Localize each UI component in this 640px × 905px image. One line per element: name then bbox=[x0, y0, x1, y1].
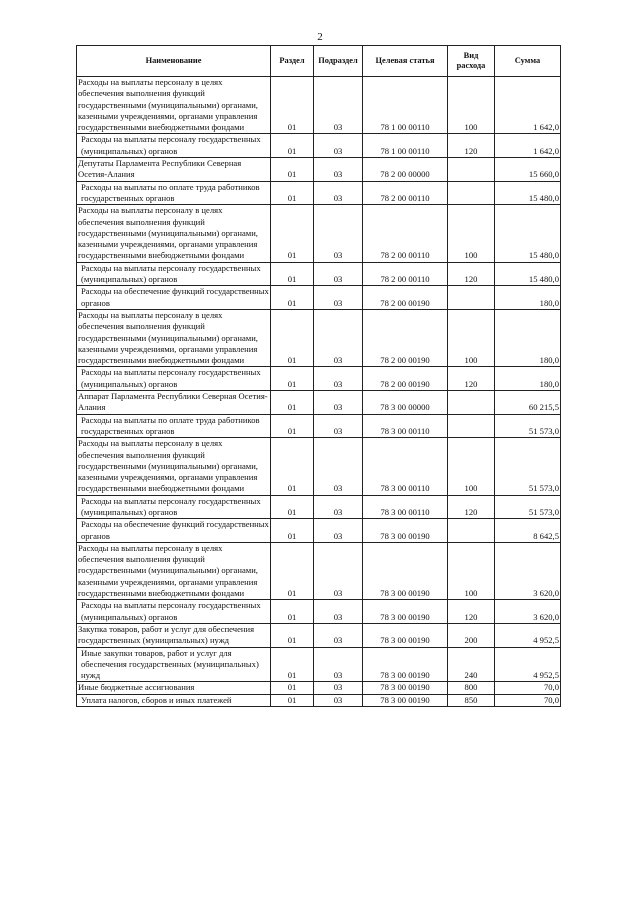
row-target: 78 1 00 00110 bbox=[363, 77, 448, 134]
row-type bbox=[448, 391, 495, 415]
row-sum: 51 573,0 bbox=[495, 438, 561, 495]
header-sum: Сумма bbox=[495, 46, 561, 77]
table-row bbox=[77, 205, 561, 262]
row-subsection: 03 bbox=[314, 262, 363, 286]
row-subsection: 03 bbox=[314, 309, 363, 366]
row-sum: 70,0 bbox=[495, 694, 561, 706]
row-section: 01 bbox=[271, 438, 314, 495]
row-name: Депутаты Парламента Республики Северная Осетия-Алания bbox=[77, 158, 271, 182]
row-section: 01 bbox=[271, 414, 314, 438]
row-sum: 60 215,5 bbox=[495, 391, 561, 415]
row-section: 01 bbox=[271, 391, 314, 415]
row-section: 01 bbox=[271, 542, 314, 599]
table-row bbox=[77, 77, 561, 134]
row-type: 100 bbox=[448, 438, 495, 495]
row-section: 01 bbox=[271, 647, 314, 682]
budget-table bbox=[76, 45, 561, 707]
row-sum: 51 573,0 bbox=[495, 495, 561, 519]
row-target: 78 3 00 00190 bbox=[363, 600, 448, 624]
row-type: 100 bbox=[448, 77, 495, 134]
row-sum: 180,0 bbox=[495, 309, 561, 366]
row-target: 78 3 00 00190 bbox=[363, 694, 448, 706]
row-name: Расходы на выплаты персоналу в целях обеспечения выполнения функций государственными (муниципальными) органами, казенными учреждениями, органами управления государственными внебюджетными фондами bbox=[77, 542, 271, 599]
row-type: 800 bbox=[448, 682, 495, 694]
row-section: 01 bbox=[271, 694, 314, 706]
row-name: Расходы на выплаты по оплате труда работников государственных органов bbox=[77, 181, 271, 205]
row-sum: 70,0 bbox=[495, 682, 561, 694]
row-sum: 180,0 bbox=[495, 367, 561, 391]
row-subsection: 03 bbox=[314, 694, 363, 706]
row-sum: 15 480,0 bbox=[495, 181, 561, 205]
row-target: 78 2 00 00190 bbox=[363, 286, 448, 310]
table-row bbox=[77, 158, 561, 182]
row-sum: 4 952,5 bbox=[495, 647, 561, 682]
row-type bbox=[448, 181, 495, 205]
row-type bbox=[448, 286, 495, 310]
row-name: Закупка товаров, работ и услуг для обеспечения государственных (муниципальных) нужд bbox=[77, 623, 271, 647]
row-section: 01 bbox=[271, 623, 314, 647]
row-type: 850 bbox=[448, 694, 495, 706]
row-name: Расходы на выплаты персоналу в целях обеспечения выполнения функций государственными (муниципальными) органами, казенными учреждениями, органами управления государственными внебюджетными фондами bbox=[77, 205, 271, 262]
row-subsection: 03 bbox=[314, 519, 363, 543]
table-row bbox=[77, 682, 561, 694]
row-sum: 180,0 bbox=[495, 286, 561, 310]
row-type: 120 bbox=[448, 134, 495, 158]
table-row bbox=[77, 414, 561, 438]
row-type bbox=[448, 414, 495, 438]
table-row bbox=[77, 542, 561, 599]
header-section: Раздел bbox=[271, 46, 314, 77]
row-target: 78 3 00 00190 bbox=[363, 647, 448, 682]
row-subsection: 03 bbox=[314, 77, 363, 134]
row-section: 01 bbox=[271, 205, 314, 262]
row-subsection: 03 bbox=[314, 205, 363, 262]
row-subsection: 03 bbox=[314, 682, 363, 694]
row-type bbox=[448, 519, 495, 543]
row-name: Расходы на выплаты персоналу в целях обеспечения выполнения функций государственными (муниципальными) органами, казенными учреждениями, органами управления государственными внебюджетными фондами bbox=[77, 309, 271, 366]
row-subsection: 03 bbox=[314, 623, 363, 647]
row-target: 78 2 00 00110 bbox=[363, 181, 448, 205]
row-target: 78 3 00 00110 bbox=[363, 438, 448, 495]
row-target: 78 3 00 00110 bbox=[363, 495, 448, 519]
page-number: 2 bbox=[317, 31, 323, 43]
row-subsection: 03 bbox=[314, 495, 363, 519]
row-subsection: 03 bbox=[314, 438, 363, 495]
row-section: 01 bbox=[271, 519, 314, 543]
row-sum: 3 620,0 bbox=[495, 600, 561, 624]
row-subsection: 03 bbox=[314, 158, 363, 182]
row-section: 01 bbox=[271, 682, 314, 694]
row-type: 100 bbox=[448, 205, 495, 262]
row-target: 78 3 00 00110 bbox=[363, 414, 448, 438]
row-subsection: 03 bbox=[314, 391, 363, 415]
table-row bbox=[77, 134, 561, 158]
row-target: 78 2 00 00110 bbox=[363, 205, 448, 262]
row-name: Иные закупки товаров, работ и услуг для обеспечения государственных (муниципальных) нужд bbox=[77, 647, 271, 682]
row-sum: 3 620,0 bbox=[495, 542, 561, 599]
row-subsection: 03 bbox=[314, 542, 363, 599]
row-subsection: 03 bbox=[314, 367, 363, 391]
row-name: Расходы на обеспечение функций государственных органов bbox=[77, 519, 271, 543]
table-row bbox=[77, 286, 561, 310]
row-type: 100 bbox=[448, 309, 495, 366]
header-subsection: Подраздел bbox=[314, 46, 363, 77]
table-row bbox=[77, 519, 561, 543]
row-section: 01 bbox=[271, 134, 314, 158]
row-name: Расходы на выплаты персоналу в целях обеспечения выполнения функций государственными (муниципальными) органами, казенными учреждениями, органами управления государственными внебюджетными фондами bbox=[77, 438, 271, 495]
row-section: 01 bbox=[271, 262, 314, 286]
table-row bbox=[77, 391, 561, 415]
row-type: 240 bbox=[448, 647, 495, 682]
row-target: 78 2 00 00110 bbox=[363, 262, 448, 286]
table-row bbox=[77, 438, 561, 495]
row-sum: 1 642,0 bbox=[495, 77, 561, 134]
row-name: Расходы на обеспечение функций государственных органов bbox=[77, 286, 271, 310]
header-type: Вид расхода bbox=[448, 46, 495, 77]
table-row bbox=[77, 181, 561, 205]
table-row bbox=[77, 262, 561, 286]
table-row bbox=[77, 694, 561, 706]
table-row bbox=[77, 647, 561, 682]
header-name: Наименование bbox=[77, 46, 271, 77]
table-header-row bbox=[77, 46, 561, 77]
row-target: 78 2 00 00190 bbox=[363, 367, 448, 391]
row-target: 78 1 00 00110 bbox=[363, 134, 448, 158]
row-subsection: 03 bbox=[314, 647, 363, 682]
row-sum: 15 480,0 bbox=[495, 205, 561, 262]
table-row bbox=[77, 623, 561, 647]
row-name: Расходы на выплаты по оплате труда работников государственных органов bbox=[77, 414, 271, 438]
row-name: Иные бюджетные ассигнования bbox=[77, 682, 271, 694]
row-section: 01 bbox=[271, 158, 314, 182]
row-target: 78 2 00 00190 bbox=[363, 309, 448, 366]
row-subsection: 03 bbox=[314, 181, 363, 205]
row-sum: 8 642,5 bbox=[495, 519, 561, 543]
row-section: 01 bbox=[271, 286, 314, 310]
row-name: Расходы на выплаты персоналу государственных (муниципальных) органов bbox=[77, 134, 271, 158]
row-section: 01 bbox=[271, 367, 314, 391]
row-name: Расходы на выплаты персоналу государственных (муниципальных) органов bbox=[77, 600, 271, 624]
row-name: Расходы на выплаты персоналу в целях обеспечения выполнения функций государственными (муниципальными) органами, казенными учреждениями, органами управления государственными внебюджетными фондами bbox=[77, 77, 271, 134]
row-subsection: 03 bbox=[314, 286, 363, 310]
row-section: 01 bbox=[271, 309, 314, 366]
row-subsection: 03 bbox=[314, 414, 363, 438]
row-type: 100 bbox=[448, 542, 495, 599]
row-sum: 51 573,0 bbox=[495, 414, 561, 438]
row-target: 78 3 00 00190 bbox=[363, 542, 448, 599]
row-sum: 15 660,0 bbox=[495, 158, 561, 182]
row-type: 120 bbox=[448, 262, 495, 286]
row-type bbox=[448, 158, 495, 182]
row-name: Аппарат Парламента Республики Северная Осетия-Алания bbox=[77, 391, 271, 415]
table-row bbox=[77, 309, 561, 366]
row-name: Расходы на выплаты персоналу государственных (муниципальных) органов bbox=[77, 367, 271, 391]
header-target: Целевая статья bbox=[363, 46, 448, 77]
row-name: Расходы на выплаты персоналу государственных (муниципальных) органов bbox=[77, 495, 271, 519]
row-target: 78 3 00 00190 bbox=[363, 623, 448, 647]
row-section: 01 bbox=[271, 181, 314, 205]
table-row bbox=[77, 600, 561, 624]
row-name: Расходы на выплаты персоналу государственных (муниципальных) органов bbox=[77, 262, 271, 286]
row-type: 120 bbox=[448, 367, 495, 391]
table-row bbox=[77, 367, 561, 391]
row-sum: 15 480,0 bbox=[495, 262, 561, 286]
row-type: 200 bbox=[448, 623, 495, 647]
row-section: 01 bbox=[271, 600, 314, 624]
row-subsection: 03 bbox=[314, 600, 363, 624]
row-target: 78 3 00 00000 bbox=[363, 391, 448, 415]
row-sum: 4 952,5 bbox=[495, 623, 561, 647]
row-sum: 1 642,0 bbox=[495, 134, 561, 158]
row-target: 78 2 00 00000 bbox=[363, 158, 448, 182]
table-row bbox=[77, 495, 561, 519]
row-name: Уплата налогов, сборов и иных платежей bbox=[77, 694, 271, 706]
row-target: 78 3 00 00190 bbox=[363, 682, 448, 694]
row-type: 120 bbox=[448, 495, 495, 519]
row-type: 120 bbox=[448, 600, 495, 624]
row-section: 01 bbox=[271, 495, 314, 519]
row-target: 78 3 00 00190 bbox=[363, 519, 448, 543]
row-subsection: 03 bbox=[314, 134, 363, 158]
row-section: 01 bbox=[271, 77, 314, 134]
